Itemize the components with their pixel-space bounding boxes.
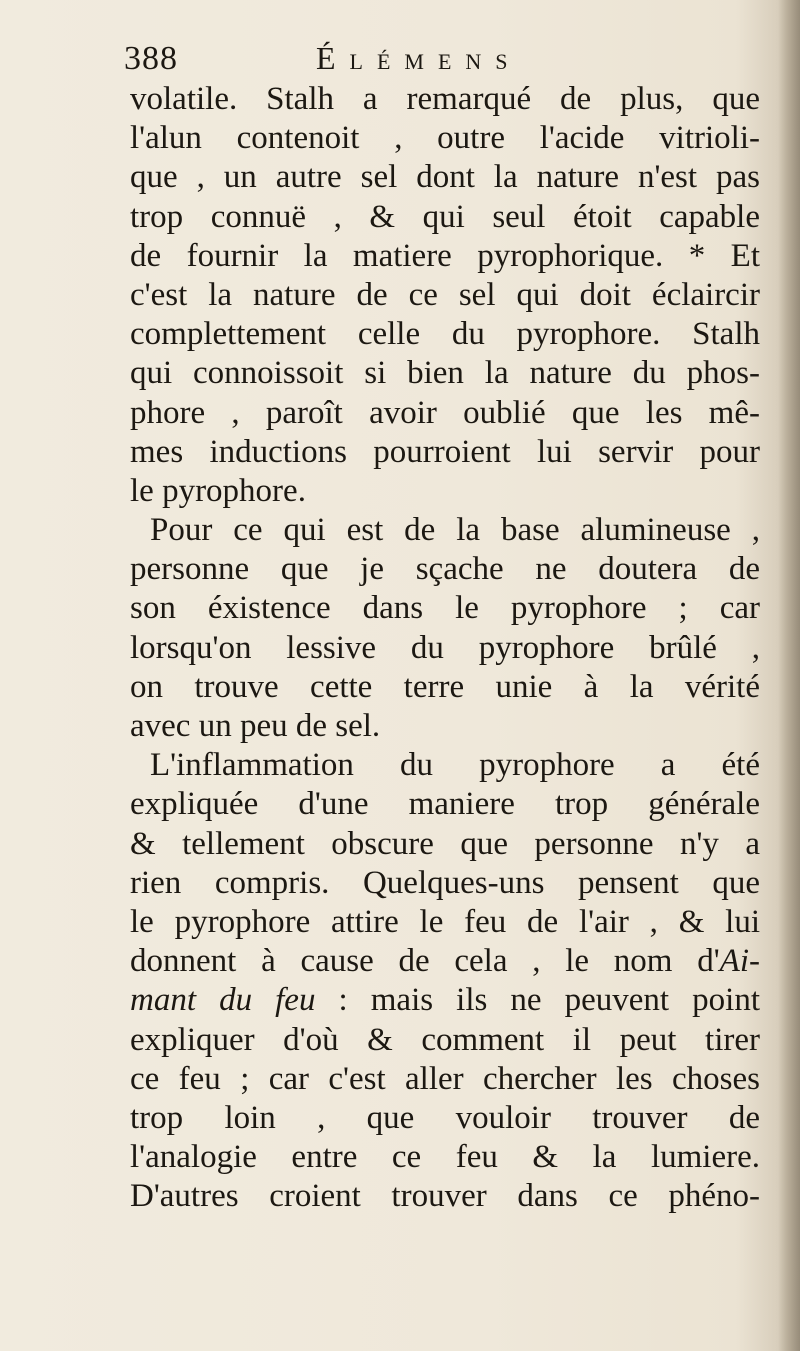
text-line: son éxistence dans le pyrophore ; car xyxy=(130,590,760,627)
text-line: avec un peu de sel. xyxy=(130,708,381,744)
body-text xyxy=(130,80,760,1216)
text-line: complettement celle du pyrophore. Stalh xyxy=(130,316,760,353)
page-edge-shadow xyxy=(778,0,800,1351)
text-line: qui connoissoit si bien la nature du phos- xyxy=(130,355,760,392)
text-line: le pyrophore. xyxy=(130,472,306,509)
text-line: que , un autre sel dont la nature n'est pas xyxy=(130,159,760,196)
text-line: expliquée d'une maniere trop générale xyxy=(130,786,760,823)
text-line: l'analogie entre ce feu & la lumiere. xyxy=(130,1139,760,1176)
text-line: ce feu ; car c'est aller chercher les choses xyxy=(130,1060,760,1097)
text-line: mes inductions pourroient lui servir pour xyxy=(130,433,760,470)
text-line: phore , paroît avoir oublié que les mê- xyxy=(130,394,760,431)
italic-term: Ai- xyxy=(719,943,760,980)
running-head: Élémens xyxy=(316,40,522,76)
paragraph-start-line: L'inflammation du pyrophore a été xyxy=(150,747,760,784)
text-line: D'autres croient trouver dans ce phéno- xyxy=(130,1178,760,1215)
text-line: c'est la nature de ce sel qui doit éclaircir xyxy=(130,276,760,313)
text-line: lorsqu'on lessive du pyrophore brûlé , xyxy=(130,629,760,666)
text-line: l'alun contenoit , outre l'acide vitrioli- xyxy=(130,120,760,157)
text-line: personne que je sçache ne doutera de xyxy=(130,551,760,588)
text-segment: : mais ils ne peuvent point xyxy=(315,982,760,1019)
page-number: 388 xyxy=(124,40,178,77)
text-line: trop loin , que vouloir trouver de xyxy=(130,1099,760,1136)
text-line: trop connuë , & qui seul étoit capable xyxy=(130,198,760,235)
text-line-with-italic xyxy=(130,981,760,1020)
text-line: rien compris. Quelques-uns pensent que xyxy=(130,864,760,901)
text-line-with-italic xyxy=(130,942,760,981)
text-line: de fournir la matiere pyrophorique. * Et xyxy=(130,237,760,274)
text-line: volatile. Stalh a remarqué de plus, que xyxy=(130,81,760,117)
text-line: expliquer d'où & comment il peut tirer xyxy=(130,1021,760,1058)
text-segment: donnent à cause de cela , le nom d' xyxy=(130,943,720,980)
text-line: on trouve cette terre unie à la vérité xyxy=(130,668,760,705)
text-line: le pyrophore attire le feu de l'air , & lui xyxy=(130,903,760,940)
paragraph-start-line: Pour ce qui est de la base alumineuse , xyxy=(150,512,760,549)
page-header xyxy=(124,40,744,84)
text-line: & tellement obscure que personne n'y a xyxy=(130,825,760,862)
italic-term: mant du feu xyxy=(130,982,316,1019)
